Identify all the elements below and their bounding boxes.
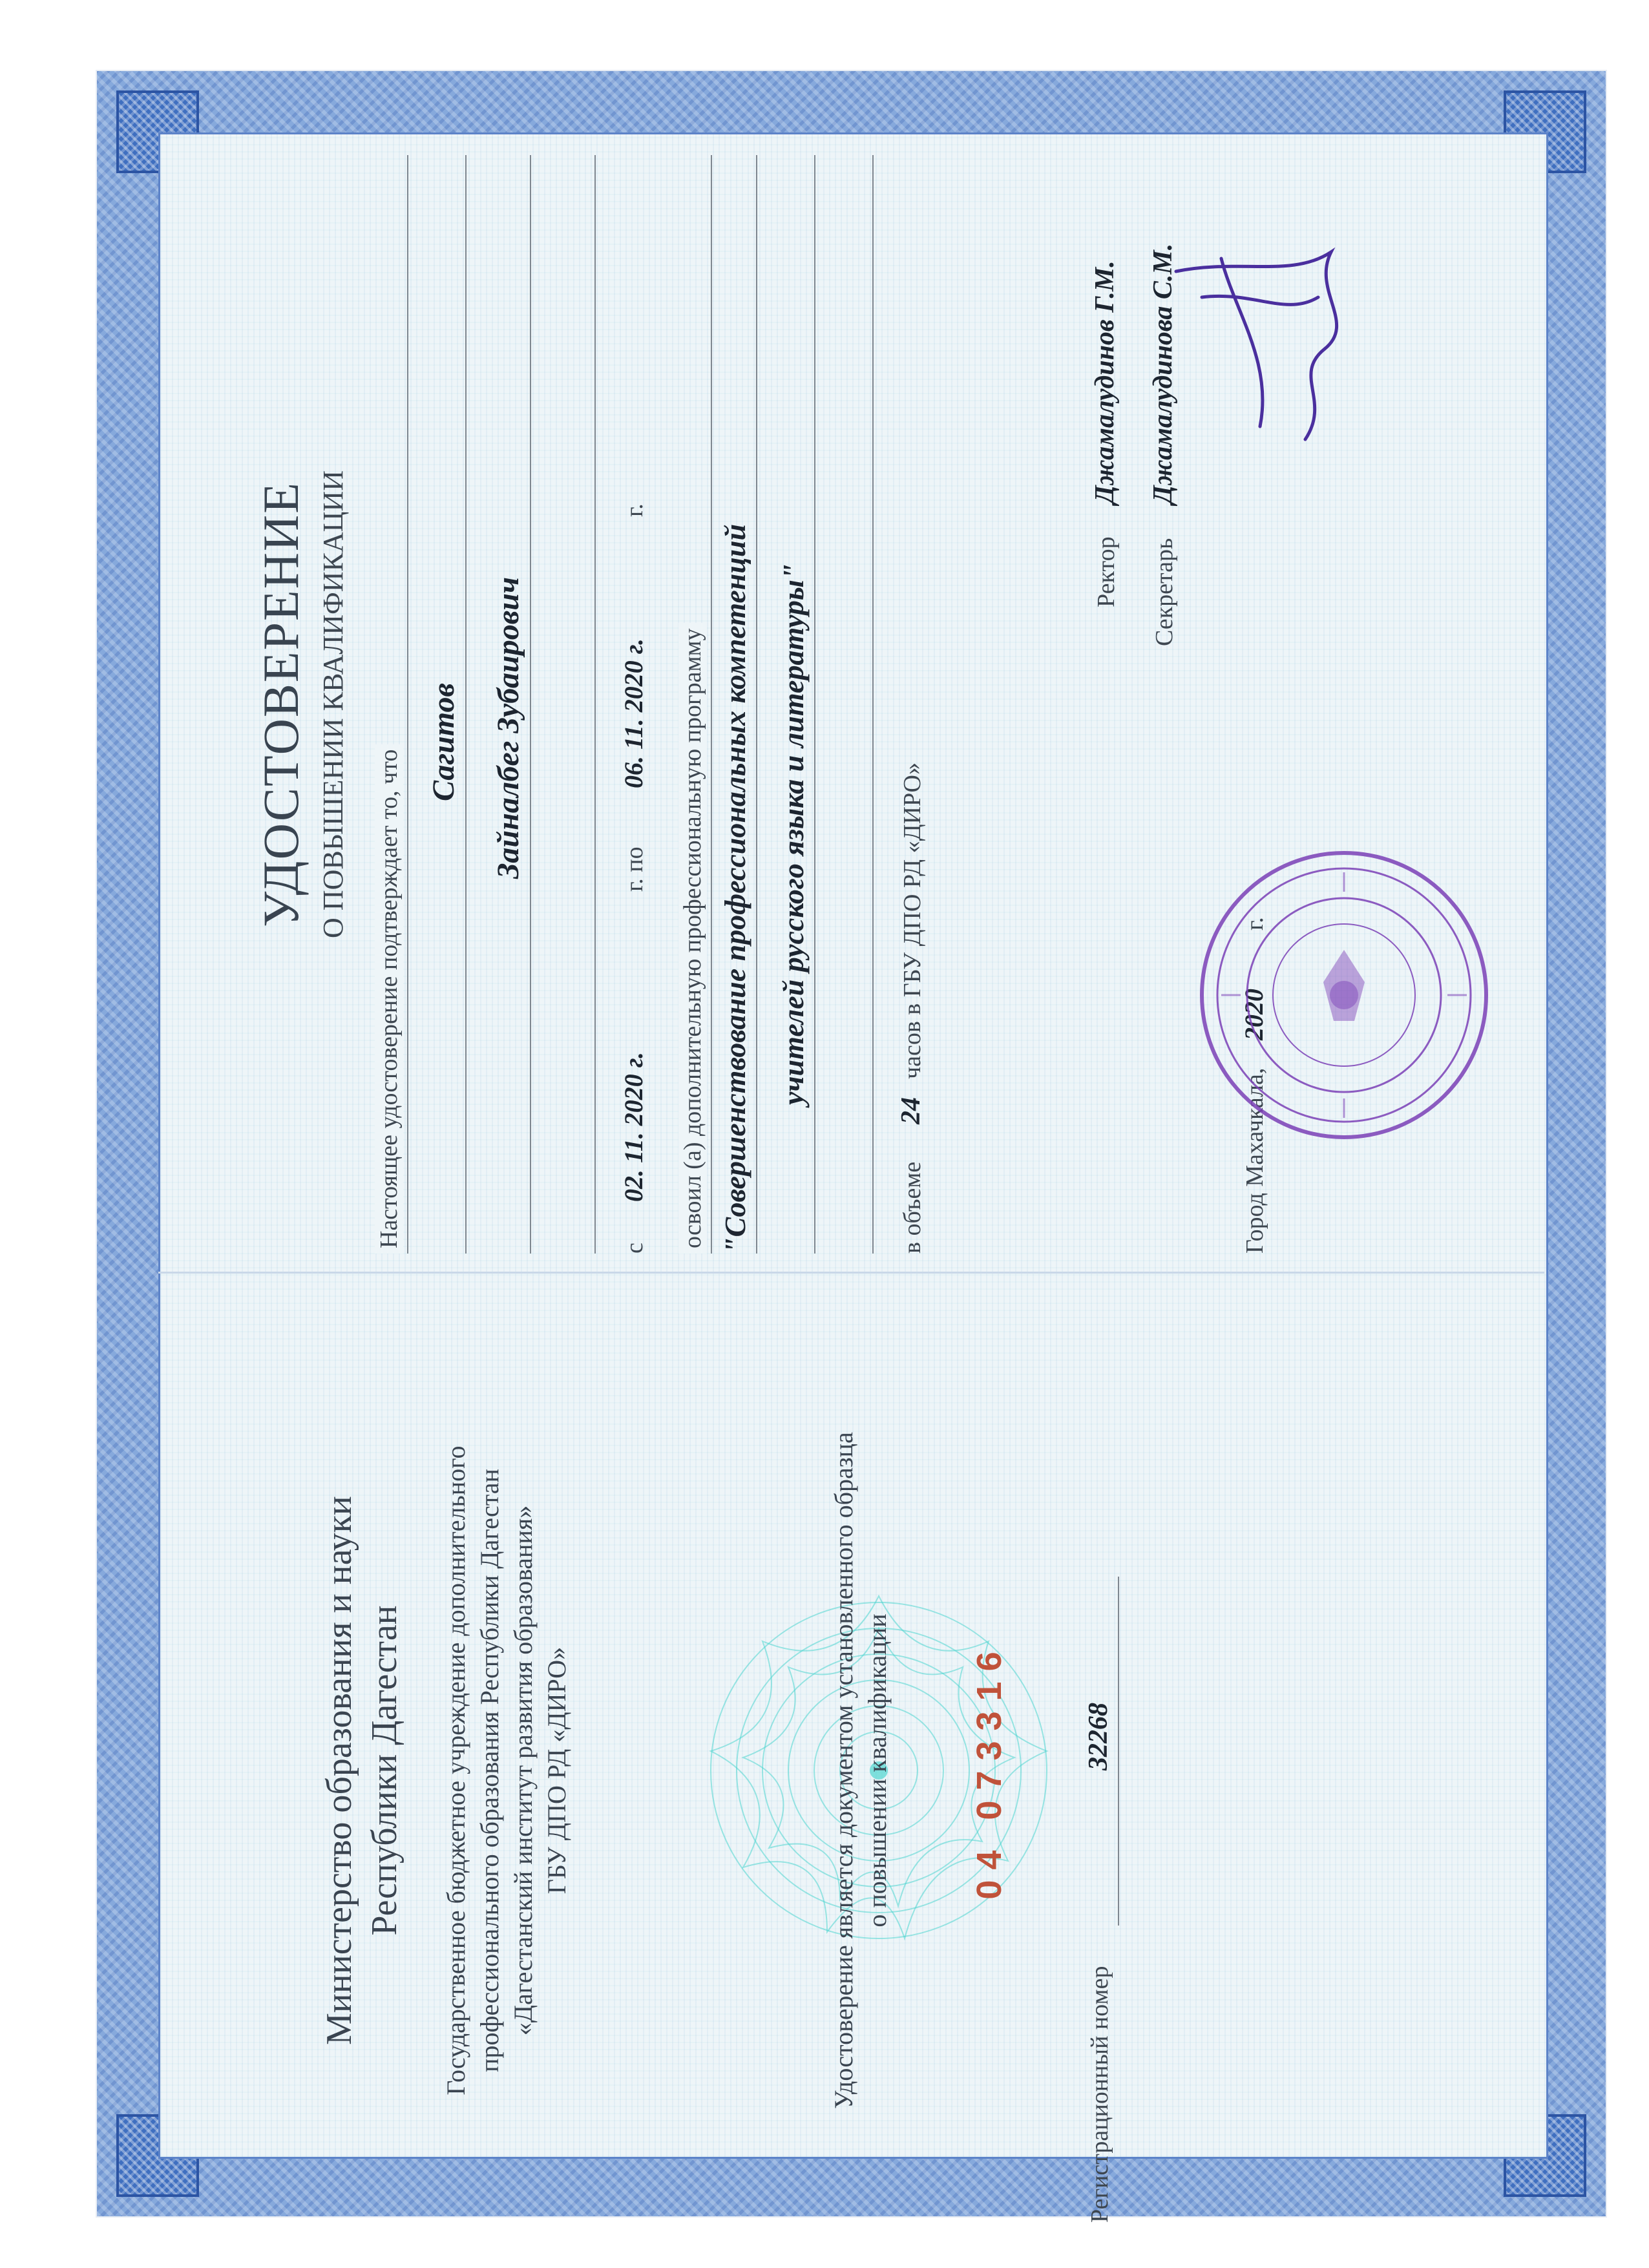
program-label: освоил (а) дополнительную профессиональную программу xyxy=(678,623,707,1254)
surname-row xyxy=(426,155,472,1254)
city-label: Город Махачкала, xyxy=(1241,1067,1268,1254)
issuer-block xyxy=(317,1318,574,2223)
city-year-suffix: г. xyxy=(1241,917,1268,930)
date-from: 02. 11. 2020 г. xyxy=(619,1051,648,1202)
secretary-label: Секретарь xyxy=(1151,538,1178,646)
confirms-label: Настоящее удостоверение подтверждает то, что xyxy=(375,744,403,1254)
program-title-line2: учителей русского языка и литературы" xyxy=(777,563,810,1105)
recipient-surname: Сагитов xyxy=(426,683,461,801)
dates-row xyxy=(614,155,659,1254)
ministry-line1: Министерство образования и науки xyxy=(319,1496,359,2045)
ministry-line2: Республики Дагестан xyxy=(364,1605,404,1936)
program-title-line1: "Совершенствование профессиональных компетенций xyxy=(719,523,751,1254)
underline xyxy=(872,155,874,1254)
document-notice xyxy=(827,1318,894,2223)
given-names-row xyxy=(491,155,536,1254)
institution-line4: ГБУ ДПО РД «ДИРО» xyxy=(542,1646,571,1895)
blank-row xyxy=(834,155,879,1254)
program-label-row xyxy=(672,155,717,1254)
rector-name: Джамалудинов Г.М. xyxy=(1090,260,1120,504)
institution-line1: Государственное бюджетное учреждение дополнительного xyxy=(441,1445,470,2095)
underline xyxy=(814,155,815,1254)
underline xyxy=(711,155,712,1254)
official-seal xyxy=(1195,846,1493,1144)
underline xyxy=(756,155,757,1254)
underline xyxy=(1118,1577,1119,1926)
underline xyxy=(594,155,596,1254)
underline xyxy=(465,155,467,1254)
fold-line xyxy=(158,1272,1544,1274)
registration-label: Регистрационный номер xyxy=(1086,1966,1113,2223)
notice-line2: о повышении квалификации xyxy=(863,1613,892,1927)
certificate-sheet xyxy=(97,71,1606,2223)
volume-row xyxy=(892,155,937,1254)
date-to: 06. 11. 2020 г. xyxy=(619,638,648,788)
blank-row xyxy=(556,155,601,1254)
secretary-name: Джамалудинова С.М. xyxy=(1148,243,1178,504)
notice-line1: Удостоверение является документом установленного образца xyxy=(829,1432,858,2109)
institution-line3: «Дагестанский институт развития образования» xyxy=(509,1505,538,2036)
confirms-row xyxy=(368,155,414,1254)
program-line2-row xyxy=(775,155,821,1254)
serial-number: 04 073316 xyxy=(970,1641,1009,1900)
rector-label: Ректор xyxy=(1093,536,1120,607)
volume-label: в объеме xyxy=(899,1161,926,1254)
to-label: г. по xyxy=(621,846,648,892)
rector-row xyxy=(1086,155,1131,1254)
year-suffix: г. xyxy=(621,503,648,517)
registration-row xyxy=(1079,1318,1124,2223)
from-label: с xyxy=(621,1243,648,1254)
title-block xyxy=(252,155,352,1254)
registration-number: 32268 xyxy=(1084,1703,1113,1770)
underline xyxy=(530,155,531,1254)
underline xyxy=(407,155,408,1254)
issuer-panel xyxy=(317,1318,1609,2223)
hours-value: 24 xyxy=(896,1097,926,1124)
program-line1-row xyxy=(717,155,762,1254)
certificate-subtitle: О ПОВЫШЕНИИ КВАЛИФИКАЦИИ xyxy=(317,470,349,938)
handwritten-signature xyxy=(1163,233,1383,452)
recipient-given-names: Зайналбег Зубаирович xyxy=(491,576,525,879)
hours-suffix: часов в ГБУ ДПО РД «ДИРО» xyxy=(899,762,926,1079)
city-year: 2020 xyxy=(1239,989,1268,1040)
institution-line2: профессионального образования Республики Дагестан xyxy=(475,1469,504,2072)
certificate-title: УДОСТОВЕРЕНИЕ xyxy=(253,481,309,927)
